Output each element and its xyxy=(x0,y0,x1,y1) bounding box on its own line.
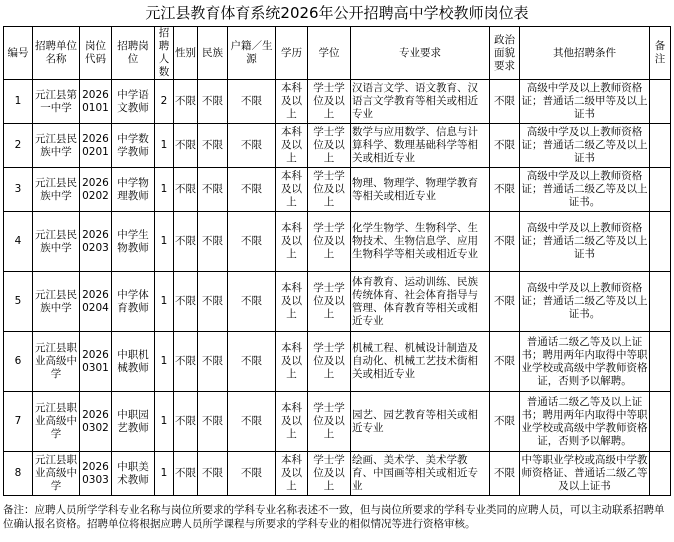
cell-post: 中学语文教师 xyxy=(112,80,155,124)
header-major: 专业要求 xyxy=(351,27,490,80)
cell-remark xyxy=(650,124,671,168)
cell-major: 物理、物理学、物理学教育等相关或相近专业 xyxy=(351,168,490,212)
cell-other: 高级中学及以上教师资格证；普通话二级乙等及以上证书。 xyxy=(520,168,650,212)
cell-other: 高级中学及以上教师资格证；普通话二级甲等及以上证书 xyxy=(520,80,650,124)
cell-education: 本科及以上 xyxy=(276,332,308,392)
cell-ethnic: 不限 xyxy=(198,212,228,272)
cell-other: 中等职业学校或高级中学教师资格证、普通话二级乙等及以上证书 xyxy=(520,452,650,496)
cell-no: 1 xyxy=(4,80,33,124)
cell-remark xyxy=(650,332,671,392)
cell-remark xyxy=(650,452,671,496)
cell-gender: 不限 xyxy=(174,332,198,392)
table-row xyxy=(4,452,671,496)
cell-count: 1 xyxy=(155,124,174,168)
header-remark: 备注 xyxy=(650,27,671,80)
header-count: 招聘人数 xyxy=(155,27,174,80)
cell-remark xyxy=(650,392,671,452)
cell-education: 本科及以上 xyxy=(276,392,308,452)
header-post: 招聘岗位 xyxy=(112,27,155,80)
cell-remark xyxy=(650,272,671,332)
cell-degree: 学士学位及以上 xyxy=(308,272,351,332)
cell-unit: 元江县第一中学 xyxy=(33,80,80,124)
cell-ethnic: 不限 xyxy=(198,332,228,392)
header-no: 编号 xyxy=(4,27,33,80)
table-row xyxy=(4,332,671,392)
cell-unit: 元江县职业高级中学 xyxy=(33,332,80,392)
table-row xyxy=(4,124,671,168)
cell-ethnic: 不限 xyxy=(198,452,228,496)
cell-gender: 不限 xyxy=(174,452,198,496)
cell-political: 不限 xyxy=(490,392,520,452)
cell-hukou: 不限 xyxy=(228,332,276,392)
cell-major: 绘画、美术学、美术学教育、中国画等相关或相近专业 xyxy=(351,452,490,496)
cell-education: 本科及以上 xyxy=(276,272,308,332)
cell-count: 1 xyxy=(155,212,174,272)
cell-political: 不限 xyxy=(490,452,520,496)
cell-code: 2026 0201 xyxy=(80,124,112,168)
cell-no: 5 xyxy=(4,272,33,332)
table-header-row xyxy=(4,27,671,80)
cell-count: 1 xyxy=(155,392,174,452)
cell-hukou: 不限 xyxy=(228,212,276,272)
cell-no: 3 xyxy=(4,168,33,212)
cell-degree: 学士学位及以上 xyxy=(308,212,351,272)
cell-political: 不限 xyxy=(490,212,520,272)
cell-degree: 学士学位及以上 xyxy=(308,452,351,496)
cell-gender: 不限 xyxy=(174,392,198,452)
cell-gender: 不限 xyxy=(174,124,198,168)
cell-hukou: 不限 xyxy=(228,392,276,452)
cell-hukou: 不限 xyxy=(228,168,276,212)
cell-post: 中职美术教师 xyxy=(112,452,155,496)
cell-political: 不限 xyxy=(490,272,520,332)
cell-code: 2026 0303 xyxy=(80,452,112,496)
cell-post: 中学体育教师 xyxy=(112,272,155,332)
cell-education: 本科及以上 xyxy=(276,452,308,496)
cell-unit: 元江县民族中学 xyxy=(33,212,80,272)
cell-ethnic: 不限 xyxy=(198,272,228,332)
cell-gender: 不限 xyxy=(174,168,198,212)
cell-education: 本科及以上 xyxy=(276,168,308,212)
cell-remark xyxy=(650,212,671,272)
cell-political: 不限 xyxy=(490,124,520,168)
table-row xyxy=(4,392,671,452)
header-unit: 招聘单位名称 xyxy=(33,27,80,80)
cell-degree: 学士学位及以上 xyxy=(308,392,351,452)
header-code: 岗位代码 xyxy=(80,27,112,80)
cell-post: 中学物理教师 xyxy=(112,168,155,212)
recruitment-table xyxy=(3,26,671,496)
cell-count: 1 xyxy=(155,168,174,212)
header-hukou: 户籍／生源 xyxy=(228,27,276,80)
header-ethnic: 民族 xyxy=(198,27,228,80)
cell-gender: 不限 xyxy=(174,272,198,332)
cell-hukou: 不限 xyxy=(228,452,276,496)
cell-political: 不限 xyxy=(490,80,520,124)
cell-degree: 学士学位及以上 xyxy=(308,332,351,392)
header-other: 其他招聘条件 xyxy=(520,27,650,80)
cell-post: 中学生物教师 xyxy=(112,212,155,272)
cell-ethnic: 不限 xyxy=(198,124,228,168)
cell-ethnic: 不限 xyxy=(198,80,228,124)
cell-post: 中学数学教师 xyxy=(112,124,155,168)
cell-code: 2026 0202 xyxy=(80,168,112,212)
cell-code: 2026 0301 xyxy=(80,332,112,392)
cell-no: 6 xyxy=(4,332,33,392)
footnote-text: 备注：应聘人员所学学科专业名称与岗位所要求的学科专业名称表述不一致，但与岗位所要求的学科专业类同的应聘人员，可以主动联系招聘单位确认报名资格。招聘单位将根据应聘人员所学课程与所要求的学科专业的相似情况等进行资格审核。 xyxy=(3,504,665,530)
table-row xyxy=(4,80,671,124)
cell-education: 本科及以上 xyxy=(276,212,308,272)
cell-count: 1 xyxy=(155,272,174,332)
cell-political: 不限 xyxy=(490,168,520,212)
cell-no: 7 xyxy=(4,392,33,452)
cell-degree: 学士学位及以上 xyxy=(308,168,351,212)
table-row xyxy=(4,212,671,272)
header-degree: 学位 xyxy=(308,27,351,80)
cell-hukou: 不限 xyxy=(228,272,276,332)
cell-education: 本科及以上 xyxy=(276,80,308,124)
cell-ethnic: 不限 xyxy=(198,392,228,452)
cell-degree: 学士学位及以上 xyxy=(308,80,351,124)
cell-count: 1 xyxy=(155,332,174,392)
cell-count: 1 xyxy=(155,452,174,496)
footnote xyxy=(3,503,670,531)
header-education: 学历 xyxy=(276,27,308,80)
cell-no: 2 xyxy=(4,124,33,168)
cell-code: 2026 0203 xyxy=(80,212,112,272)
cell-other: 普通话二级乙等及以上证书；聘用两年内取得中等职业学校或高级中学教师资格证，否则予以解聘。 xyxy=(520,392,650,452)
page-title: 元江县教育体育系统2026年公开招聘高中学校教师岗位表 xyxy=(145,4,529,22)
cell-count: 2 xyxy=(155,80,174,124)
cell-code: 2026 0204 xyxy=(80,272,112,332)
cell-major: 体育教育、运动训练、民族传统体育、社会体育指导与管理、体育教育等相关或相近专业 xyxy=(351,272,490,332)
cell-unit: 元江县职业高级中学 xyxy=(33,452,80,496)
cell-gender: 不限 xyxy=(174,80,198,124)
cell-education: 本科及以上 xyxy=(276,124,308,168)
cell-major: 化学生物学、生物科学、生物技术、生物信息学、应用生物科学等相关或相近专业 xyxy=(351,212,490,272)
cell-post: 中职机械教师 xyxy=(112,332,155,392)
cell-hukou: 不限 xyxy=(228,80,276,124)
cell-unit: 元江县民族中学 xyxy=(33,272,80,332)
cell-unit: 元江县民族中学 xyxy=(33,124,80,168)
cell-major: 汉语言文学、语文教育、汉语言文学教育等相关或相近专业 xyxy=(351,80,490,124)
cell-major: 数学与应用数学、信息与计算科学、数理基础科学等相关或相近专业 xyxy=(351,124,490,168)
table-row xyxy=(4,168,671,212)
cell-other: 高级中学及以上教师资格证；普通话二级乙等及以上证书 xyxy=(520,212,650,272)
cell-gender: 不限 xyxy=(174,212,198,272)
cell-unit: 元江县民族中学 xyxy=(33,168,80,212)
cell-hukou: 不限 xyxy=(228,124,276,168)
cell-other: 高级中学及以上教师资格证；普通话二级乙等及以上证书。 xyxy=(520,272,650,332)
cell-code: 2026 0101 xyxy=(80,80,112,124)
cell-ethnic: 不限 xyxy=(198,168,228,212)
cell-post: 中职园艺教师 xyxy=(112,392,155,452)
cell-code: 2026 0302 xyxy=(80,392,112,452)
cell-remark xyxy=(650,168,671,212)
cell-remark xyxy=(650,80,671,124)
cell-other: 普通话二级乙等及以上证书；聘用两年内取得中等职业学校或高级中学教师资格证，否则予以解聘。 xyxy=(520,332,650,392)
header-political: 政治面貌要求 xyxy=(490,27,520,80)
cell-major: 机械工程、机械设计制造及自动化、机械工艺技术街相关或相近专业 xyxy=(351,332,490,392)
cell-other: 高级中学及以上教师资格证；普通话二级乙等及以上证书 xyxy=(520,124,650,168)
cell-major: 园艺、园艺教育等相关或相近专业 xyxy=(351,392,490,452)
cell-political: 不限 xyxy=(490,332,520,392)
cell-no: 8 xyxy=(4,452,33,496)
cell-degree: 学士学位及以上 xyxy=(308,124,351,168)
cell-unit: 元江县职业高级中学 xyxy=(33,392,80,452)
cell-no: 4 xyxy=(4,212,33,272)
table-row xyxy=(4,272,671,332)
header-gender: 性别 xyxy=(174,27,198,80)
